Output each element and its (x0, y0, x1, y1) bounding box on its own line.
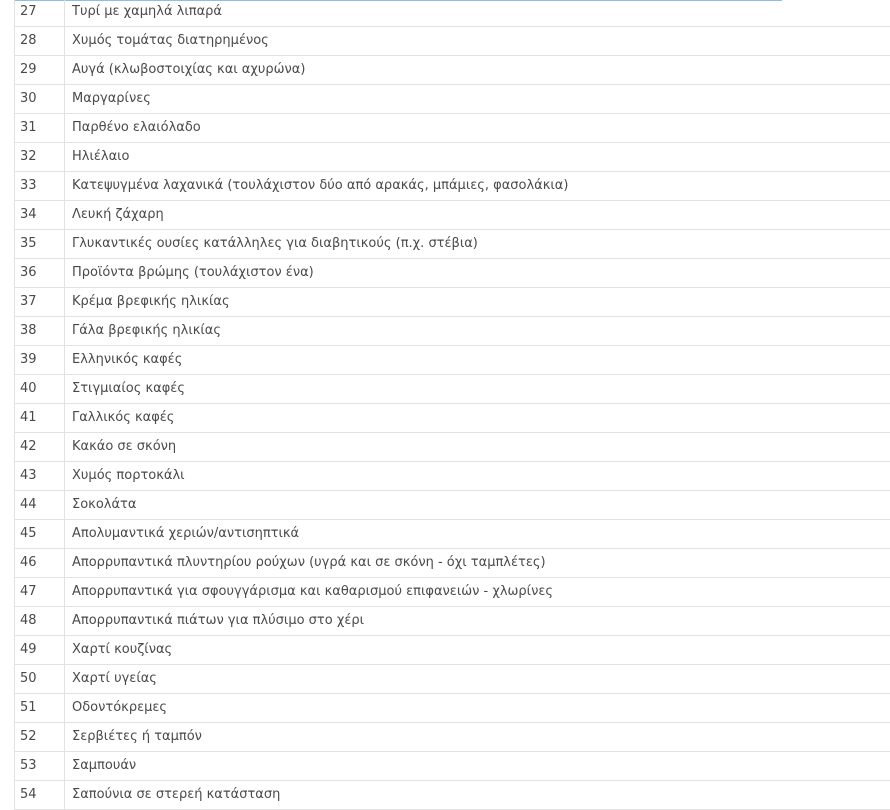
row-number: 49 (15, 636, 65, 665)
products-table-container (14, 0, 890, 810)
product-name: Γλυκαντικές ουσίες κατάλληλες για διαβητικούς (π.χ. στέβια) (65, 230, 890, 259)
table-row (15, 288, 890, 317)
product-name: Γαλλικός καφές (65, 404, 890, 433)
row-number: 46 (15, 549, 65, 578)
table-row (15, 549, 890, 578)
row-number: 48 (15, 607, 65, 636)
table-row (15, 230, 890, 259)
table-row (15, 172, 890, 201)
table-row (15, 201, 890, 230)
row-number: 31 (15, 114, 65, 143)
product-name: Σαπούνια σε στερεή κατάσταση (65, 781, 890, 810)
row-number: 32 (15, 143, 65, 172)
table-row (15, 259, 890, 288)
row-number: 52 (15, 723, 65, 752)
row-number: 50 (15, 665, 65, 694)
product-name: Στιγμιαίος καφές (65, 375, 890, 404)
table-row (15, 781, 890, 810)
table-row (15, 317, 890, 346)
table-row (15, 520, 890, 549)
product-name: Απορρυπαντικά για σφουγγάρισμα και καθαρισμού επιφανειών - χλωρίνες (65, 578, 890, 607)
table-row (15, 375, 890, 404)
product-name: Χυμός πορτοκάλι (65, 462, 890, 491)
product-name: Μαργαρίνες (65, 85, 890, 114)
table-row (15, 723, 890, 752)
product-name: Ηλιέλαιο (65, 143, 890, 172)
table-row (15, 491, 890, 520)
row-number: 51 (15, 694, 65, 723)
table-row (15, 694, 890, 723)
table-row (15, 433, 890, 462)
product-name: Ελληνικός καφές (65, 346, 890, 375)
row-number: 28 (15, 27, 65, 56)
table-row (15, 346, 890, 375)
product-name: Χαρτί κουζίνας (65, 636, 890, 665)
row-number: 43 (15, 462, 65, 491)
product-name: Απολυμαντικά χεριών/αντισηπτικά (65, 520, 890, 549)
table-row (15, 578, 890, 607)
row-number: 40 (15, 375, 65, 404)
row-number: 44 (15, 491, 65, 520)
products-table-body (15, 0, 890, 810)
table-row (15, 404, 890, 433)
row-number: 39 (15, 346, 65, 375)
table-row (15, 0, 890, 27)
row-number: 47 (15, 578, 65, 607)
row-number: 34 (15, 201, 65, 230)
row-number: 35 (15, 230, 65, 259)
product-name: Σερβιέτες ή ταμπόν (65, 723, 890, 752)
row-number: 45 (15, 520, 65, 549)
table-row (15, 143, 890, 172)
product-name: Λευκή ζάχαρη (65, 201, 890, 230)
row-number: 53 (15, 752, 65, 781)
product-name: Προϊόντα βρώμης (τουλάχιστον ένα) (65, 259, 890, 288)
product-name: Τυρί με χαμηλά λιπαρά (65, 0, 890, 27)
row-number: 38 (15, 317, 65, 346)
product-name: Σοκολάτα (65, 491, 890, 520)
table-row (15, 636, 890, 665)
product-name: Χυμός τομάτας διατηρημένος (65, 27, 890, 56)
product-name: Απορρυπαντικά πλυντηρίου ρούχων (υγρά και σε σκόνη - όχι ταμπλέτες) (65, 549, 890, 578)
row-number: 41 (15, 404, 65, 433)
product-name: Σαμπουάν (65, 752, 890, 781)
table-row (15, 27, 890, 56)
row-number: 37 (15, 288, 65, 317)
row-number: 29 (15, 56, 65, 85)
row-number: 36 (15, 259, 65, 288)
table-row (15, 114, 890, 143)
products-table (14, 0, 890, 810)
row-number: 33 (15, 172, 65, 201)
product-name: Κακάο σε σκόνη (65, 433, 890, 462)
row-number: 54 (15, 781, 65, 810)
product-name: Απορρυπαντικά πιάτων για πλύσιμο στο χέρι (65, 607, 890, 636)
table-row (15, 607, 890, 636)
product-name: Χαρτί υγείας (65, 665, 890, 694)
product-name: Παρθένο ελαιόλαδο (65, 114, 890, 143)
table-row (15, 462, 890, 491)
product-name: Αυγά (κλωβοστοιχίας και αχυρώνα) (65, 56, 890, 85)
row-number: 30 (15, 85, 65, 114)
table-row (15, 56, 890, 85)
row-number: 27 (15, 0, 65, 27)
product-name: Κατεψυγμένα λαχανικά (τουλάχιστον δύο από αρακάς, μπάμιες, φασολάκια) (65, 172, 890, 201)
product-name: Κρέμα βρεφικής ηλικίας (65, 288, 890, 317)
table-row (15, 85, 890, 114)
product-name: Οδοντόκρεμες (65, 694, 890, 723)
table-row (15, 665, 890, 694)
product-name: Γάλα βρεφικής ηλικίας (65, 317, 890, 346)
row-number: 42 (15, 433, 65, 462)
table-row (15, 752, 890, 781)
